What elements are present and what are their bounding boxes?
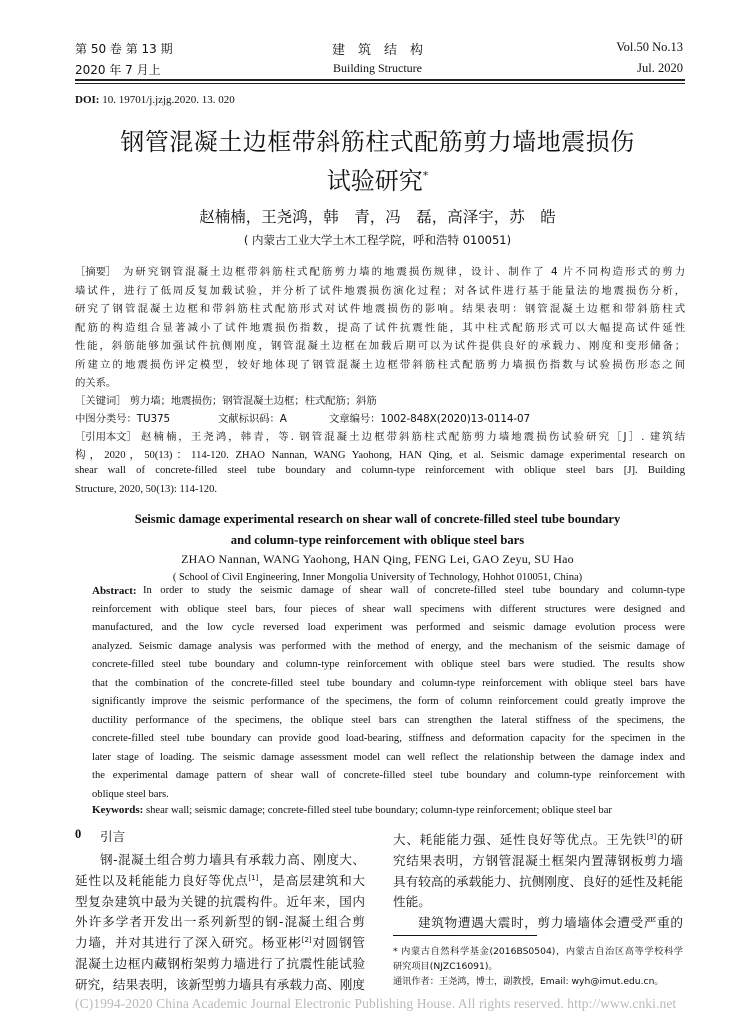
text-span: 钢-混凝土组合剪力墙具有承载力高、刚度大、 [100,852,365,867]
abstract-en-line: significantly improve the seismic performance of the specimens, the form of column reinforcement could greatly improve the [92,696,685,707]
abstract-cn-line: 所建立的地震损伤评定模型，较好地体现了钢管混凝土边框带斜筋柱式配筋剪力墙损伤指数与试验损伤形态之间 [75,358,685,371]
footnote-line: 通讯作者：王尧鸿，博士，副教授，Email: wyh@imut.edu.cn。 [393,976,664,987]
abstract-en-line: concrete-filled steel tube boundary can provide good load-bearing, stiffness and deformation capacity for the specimen in the [92,733,685,744]
abstract-cn-line: 配筋的构造组合显著减小了试件地震损伤指数，提高了试件抗震性能，其中柱式配筋形式可以大幅提高试件延性 [75,321,685,334]
abstract-cn-line: 墙试件，进行了低周反复加载试验，并分析了试件地震损伤演化过程；对各试件进行基于能量法的地震损伤分析， [75,284,685,297]
body-text-line [75,974,365,993]
keywords-cn-label: ［关键词］ [75,395,127,407]
body-text-line [75,953,365,972]
citation-line: Structure, 2020, 50(13): 114-120. [75,483,218,495]
abstract-cn-label: ［摘要］ [75,266,117,278]
citation-line: shear wall of concrete-filled steel tube boundary and column-type reinforcement with oblique steel bars [J]. Building [75,465,685,476]
section-number: 0 [75,827,82,841]
journal-name-en: Building Structure [333,61,422,75]
header-rule [75,79,685,81]
document-code: 文献标识码：A [218,413,287,425]
text-span: 性能。 [393,894,431,910]
body-text-line [393,891,683,910]
text-span: 研究，结果表明，该新型剪力墙具有承载力高、刚度 [75,976,365,992]
issue-date: 2020 年 7 月上 [75,63,161,77]
text-span: 对圆钢管 [311,935,365,951]
text-span: ，是高层建筑和大 [258,872,365,888]
body-text-line [75,870,365,889]
text-span: 的研 [656,832,683,847]
text-span: 力墙，并对其进行了深入研究。杨亚彬 [75,935,302,951]
volume-en: Vol.50 No.13 [616,40,683,54]
text-span: 型复杂建筑中最为关键的抗震构件。近年来，国内 [75,893,365,909]
abstract-en-line: later stage of loading. The seismic damage assessment model can well reflect the relationship between the damage index and [92,751,685,763]
date-en: Jul. 2020 [637,61,683,75]
footnote-rule [393,935,537,936]
abstract-en-line: ductility performance of the specimens, the oblique steel bars can strengthen the lateral stiffness of the specimens, the [92,714,685,726]
abstract-en-line: the experimental damage pattern of shear wall of concrete-filled steel tube boundary and column-type reinforcement with [92,770,685,781]
title-cn-text: 试验研究 [326,167,423,195]
abstract-cn-line: 的关系。 [75,377,117,389]
copyright-watermark: (C)1994-2020 China Academic Journal Electronic Publishing House. All rights reserved. http://www.cnki.net [75,996,677,1011]
text-span: 大、耗能能力强、延性良好等优点。王先铁 [393,832,647,847]
affiliation-cn: ( 内蒙古工业大学土木工程学院，呼和浩特 010051) [243,233,512,247]
abstract-en-line: analyzed. Seismic damage analysis was performed with the method of energy, and the mechanism of the seismic damage of [92,640,685,652]
keywords-en [92,804,685,816]
text-span: 建筑物遭遇大震时，剪力墙墙体会遭受严重的 [418,915,683,931]
journal-name-cn: 建 筑 结 构 [331,43,423,58]
abstract-en-line: that the combination of the concrete-filled steel tube boundary and column-type reinforcement with oblique steel bars have [92,677,685,689]
section-title: 引言 [100,829,126,844]
title-footnote-mark: * [422,169,429,182]
text-span: 外许多学者开发出一系列新型的钢-混凝土组合剪 [75,914,365,930]
title-en-line-2: and column-type reinforcement with oblique steel bars [230,533,525,547]
citation-line: 构，2020，50(13)：114-120. ZHAO Nannan, WANG Yaohong, HAN Qing, et al. Seismic damage experimental research on [75,449,685,461]
authors-en: ZHAO Nannan, WANG Yaohong, HAN Qing, FENG Lei, GAO Zeyu, SU Hao [181,552,574,566]
abstract-en-line: manufactured, and the low cycle reversed load experiment was performed and seismic damage evolution process were [92,622,685,633]
keywords-en-label: Keywords: [92,804,144,816]
body-text-line [393,850,683,869]
doi-value: 10. 19701/j.jzjg.2020. 13. 020 [99,94,235,106]
keywords-cn [75,392,685,407]
abstract-cn-line: 性能，斜筋能够加强试件抗侧刚度，钢管混凝土边框在加载后期可以为试件提供良好的承载力、刚度和变形储备； [75,340,685,352]
abstract-en-line: In order to study the seismic damage of shear wall of concrete-filled steel tube boundary and column-type [143,585,685,596]
text-span: 究结果表明，方钢管混凝土框架内置薄钢板剪力墙 [393,852,683,868]
reference-mark[interactable]: [1] [248,873,259,882]
body-text-line [418,912,683,931]
title-en-line-1: Seismic damage experimental research on shear wall of concrete-filled steel tube boundary [134,512,621,526]
body-text-line [75,911,365,930]
abstract-en-line: concrete-filled steel tube boundary and column-type reinforcement with oblique steel bars were studied. The results show [92,659,685,670]
authors-cn: 赵楠楠，王尧鸿，韩 青，冯 磊，高泽宇，苏 皓 [199,208,556,226]
article-number: 文章编号：1002-848X(2020)13-0114-07 [329,413,531,425]
issue-number: 第 50 卷 第 13 期 [75,42,173,56]
abstract-en-line: oblique steel bars. [92,788,169,800]
footnote-line: * 内蒙古自然科学基金(2016BS0504)，内蒙古自治区高等学校科学 [393,946,683,957]
abstract-cn-line: 为研究钢管混凝土边框带斜筋柱式配筋剪力墙的地震损伤规律，设计、制作了 4 片不同构造形式的剪力 [123,266,685,278]
abstract-en-label: Abstract: [92,585,137,597]
body-text-line [100,849,365,868]
keywords-en-value: shear wall; seismic damage; concrete-filled steel tube boundary; column-type reinforcement; oblique steel bar [145,805,612,816]
footnote-line: 研究项目(NJZC16091)。 [393,961,498,972]
title-cn-line-2 [0,161,755,196]
citation-line: 赵楠楠，王尧鸿，韩青，等. 钢管混凝土边框带斜筋柱式配筋剪力墙地震损伤试验研究［J］. 建筑结 [141,431,685,443]
clc-number: 中图分类号：TU375 [75,413,171,425]
header-rule-thin [75,83,685,84]
doi[interactable] [75,94,235,106]
title-cn-line-1: 钢管混凝土边框带斜筋柱式配筋剪力墙地震损伤 [120,128,635,156]
body-text-line [393,829,683,848]
text-span: 混凝土边框内藏钢桁架剪力墙进行了抗震性能试验 [75,956,365,971]
affiliation-en: ( School of Civil Engineering, Inner Mongolia University of Technology, Hohhot 010051, China) [172,572,583,583]
body-text-line [75,891,365,910]
reference-mark[interactable]: [3] [646,832,657,841]
text-span: 延性以及耗能能力良好等优点 [75,872,249,888]
doi-label: DOI: [75,94,100,106]
body-text-line [75,932,365,951]
abstract-cn-line: 研究了钢管混凝土边框和带斜筋柱式配筋形式对试件地震损伤的影响。结果表明：钢管混凝土边框和带斜筋柱式 [75,303,685,315]
reference-mark[interactable]: [2] [301,936,312,944]
abstract-en-line: reinforcement with oblique steel bars, four pieces of shear wall specimens with different structures were designed and [92,603,685,615]
text-span: 具有较高的承载能力、抗侧刚度、良好的延性及耗能 [393,873,683,889]
citation-label: ［引用本文］ [75,431,137,443]
body-text-line [393,871,683,890]
keywords-cn-value: 剪力墙；地震损伤；钢管混凝土边框；柱式配筋；斜筋 [129,395,377,407]
